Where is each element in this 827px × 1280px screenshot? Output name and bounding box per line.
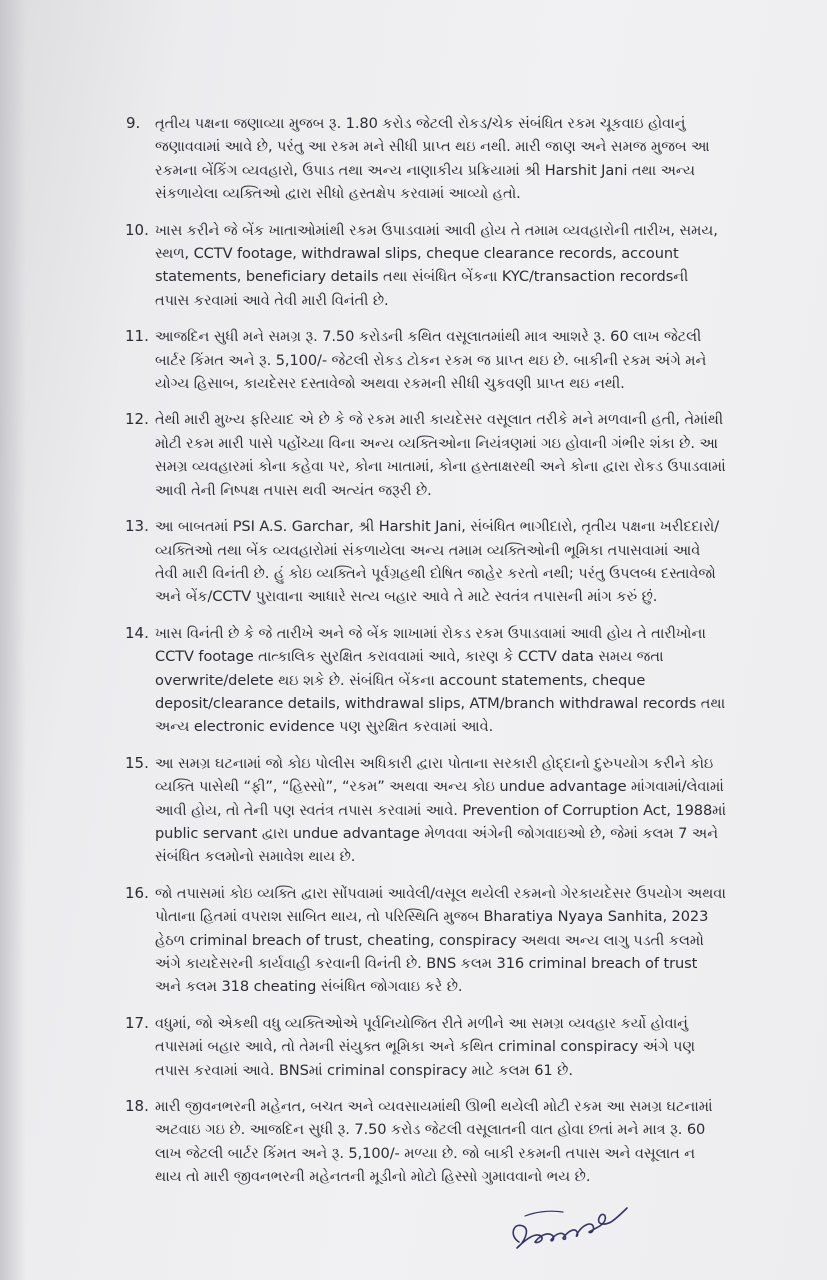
- numbered-paragraph-list: [126, 112, 726, 1189]
- paragraph-11: [126, 325, 726, 395]
- paragraph-number: 11.: [125, 327, 149, 346]
- paragraph-number: 16.: [125, 883, 149, 902]
- paragraph-18: [126, 1095, 726, 1189]
- paragraph-15: [126, 752, 726, 869]
- paragraph-number: 14.: [125, 623, 149, 642]
- paragraph-text: મારી જીવનભરની મહેનત, બચત અને વ્યવસાયમાંથી ઊભી થયેલી મોટી રકમ આ સમગ્ર ઘટનામાં અટવાઇ ગઇ છે. આજદિન સુધી રૂ. 7.50 કરોડ જેટલી વસૂલાતની વાત હોવા છતાં મને માત્ર રૂ. 60 લાખ જેટલી બાર્ટર કિંમત અને રૂ. 5,100/- મળ્યા છે. જો બાકી રકમની તપાસ અને વસૂલાત ન થાય તો મારી જીવનભરની મહેનતની મૂડીનો મોટો હિસ્સો ગુમાવવાનો ભય છે.: [155, 1098, 713, 1186]
- paragraph-text: આ બાબતમાં PSI A.S. Garchar, શ્રી Harshit Jani, સંબંધિત ભાગીદારો, તૃતીય પક્ષના ખરીદદારો/વ્યક્તિઓ તથા બેંક વ્યવહારોમાં સંકળાયેલા અન્ય તમામ વ્યક્તિઓની ભૂમિકા તપાસવામાં આવે તેવી મારી વિનંતી છે. હું કોઇ વ્યક્તિને પૂર્વગ્રહથી દોષિત જાહેર કરતો નથી; પરંતુ ઉપલબ્ધ દસ્તાવેજો અને બેંક/CCTV પુરાવાના આધારે સત્ય બહાર આવે તે માટે સ્વતંત્ર તપાસની માંગ કરું છું.: [155, 518, 720, 606]
- paragraph-17: [126, 1012, 726, 1082]
- paragraph-text: આજદિન સુધી મને સમગ્ર રૂ. 7.50 કરોડની કથિત વસૂલાતમાંથી માત્ર આશરે રૂ. 60 લાખ જેટલી બાર્ટર કિંમત અને રૂ. 5,100/- જેટલી રોકડ ટોકન રકમ જ પ્રાપ્ત થઇ છે. બાકીની રકમ અંગે મને યોગ્ય હિસાબ, કાયદેસર દસ્તાવેજો અથવા રકમની સીધી ચુકવણી પ્રાપ્ત થઇ નથી.: [155, 328, 707, 393]
- paragraph-number: 15.: [125, 753, 149, 772]
- paragraph-number: 17.: [125, 1013, 149, 1032]
- paragraph-number: 18.: [125, 1097, 149, 1116]
- paragraph-9: [126, 112, 726, 206]
- paragraph-text: આ સમગ્ર ઘટનામાં જો કોઇ પોલીસ અધિકારી દ્વારા પોતાના સરકારી હોદ્દાનો દુરુપયોગ કરીને કોઇ વ્યક્તિ પાસેથી “ફી”, “હિસ્સો”, “રકમ” અથવા અન્ય કોઇ undue advantage માંગવામાં/લેવામાં આવી હોય, તો તેની પણ સ્વતંત્ર તપાસ કરવામાં આવે. Prevention of Corruption Act, 1988માં public servant દ્વારા undue advantage મેળવવા અંગેની જોગવાઇઓ છે, જેમાં કલમ 7 અને સંબંધિત કલમોનો સમાવેશ થાય છે.: [155, 754, 726, 866]
- paragraph-text: જો તપાસમાં કોઇ વ્યક્તિ દ્વારા સોંપવામાં આવેલી/વસૂલ થયેલી રકમનો ગેરકાયદેસર ઉપયોગ અથવા પોતાના હિતમાં વપરાશ સાબિત થાય, તો પરિસ્થિતિ મુજબ Bharatiya Nyaya Sanhita, 2023 હેઠળ criminal breach of trust, cheating, conspiracy અથવા અન્ય લાગુ પડતી કલમો અંગે કાયદેસરની કાર્યવાહી કરવાની વિનંતી છે. BNS કલમ 316 criminal breach of trust અને કલમ 318 cheating સંબંધિત જોગવાઇ કરે છે.: [155, 884, 726, 996]
- paragraph-text: તેથી મારી મુખ્ય ફરિયાદ એ છે કે જે રકમ મારી કાયદેસર વસૂલાત તરીકે મને મળવાની હતી, તેમાંથી મોટી રકમ મારી પાસે પહોંચ્યા વિના અન્ય વ્યક્તિઓના નિયંત્રણમાં ગઇ હોવાની ગંભીર શંકા છે. આ સમગ્ર વ્યવહારમાં કોના કહેવા પર, કોના ખાતામાં, કોના હસ્તાક્ષરથી અને કોના દ્વારા રોકડ ઉપાડવામાં આવી તેની નિષ્પક્ષ તપાસ થવી અત્યંત જરૂરી છે.: [155, 411, 726, 499]
- paragraph-number: 10.: [125, 220, 149, 239]
- paragraph-13: [126, 515, 726, 609]
- paragraph-text: વધુમાં, જો એકથી વધુ વ્યક્તિઓએ પૂર્વનિયોજિત રીતે મળીને આ સમગ્ર વ્યવહાર કર્યો હોવાનું તપાસમાં બહાર આવે, તો તેમની સંયુક્ત ભૂમિકા અને કથિત criminal conspiracy અંગે પણ તપાસ કરવામાં આવે. BNSમાં criminal conspiracy માટે કલમ 61 છે.: [155, 1014, 696, 1079]
- paragraph-16: [126, 882, 726, 999]
- paragraph-14: [126, 622, 726, 739]
- paragraph-12: [126, 408, 726, 502]
- paragraph-number: 13.: [125, 517, 149, 536]
- paragraph-text: ખાસ વિનંતી છે કે જે તારીખે અને જે બેંક શાખામાં રોકડ રકમ ઉપાડવામાં આવી હોય તે તારીખોના CCTV footage તાત્કાલિક સુરક્ષિત કરાવવામાં આવે, કારણ કે CCTV data સમય જતા overwrite/delete થઇ શકે છે. સંબંધિત બેંકના account statements, cheque deposit/clearance details, withdrawal slips, ATM/branch withdrawal records તથા અન્ય electronic evidence પણ સુરક્ષિત કરવામાં આવે.: [155, 624, 726, 736]
- paragraph-number: 9.: [126, 114, 141, 132]
- paragraph-text: તૃતીય પક્ષના જણાવ્યા મુજબ રૂ. 1.80 કરોડ જેટલી રોકડ/ચેક સંબંધિત રકમ ચૂકવાઇ હોવાનું જણાવવામાં આવે છે, પરંતુ આ રકમ મને સીધી પ્રાપ્ત થઇ નથી. મારી જાણ અને સમજ મુજબ આ રકમના બેંકિંગ વ્યવહારો, ઉપાડ તથા અન્ય નાણાકીય પ્રક્રિયામાં શ્રી Harshit Jani તથા અન્ય સંકળાયેલા વ્યક્તિઓ દ્વારા સીધો હસ્તક્ષેપ કરવામાં આવ્યો હતો.: [155, 115, 710, 203]
- paragraph-text: ખાસ કરીને જે બેંક ખાતાઓમાંથી રકમ ઉપાડવામાં આવી હોય તે તમામ વ્યવહારોની તારીખ, સમય, સ્થળ, CCTV footage, withdrawal slips, cheque clearance records, account statements, beneficiary details તથા સંબંધિત બેંકના KYC/transaction recordsની તપાસ કરવામાં આવે તેવી મારી વિનંતી છે.: [155, 221, 718, 309]
- paragraph-10: [126, 219, 726, 313]
- paragraph-number: 12.: [125, 410, 149, 429]
- handwritten-signature: [505, 1198, 635, 1256]
